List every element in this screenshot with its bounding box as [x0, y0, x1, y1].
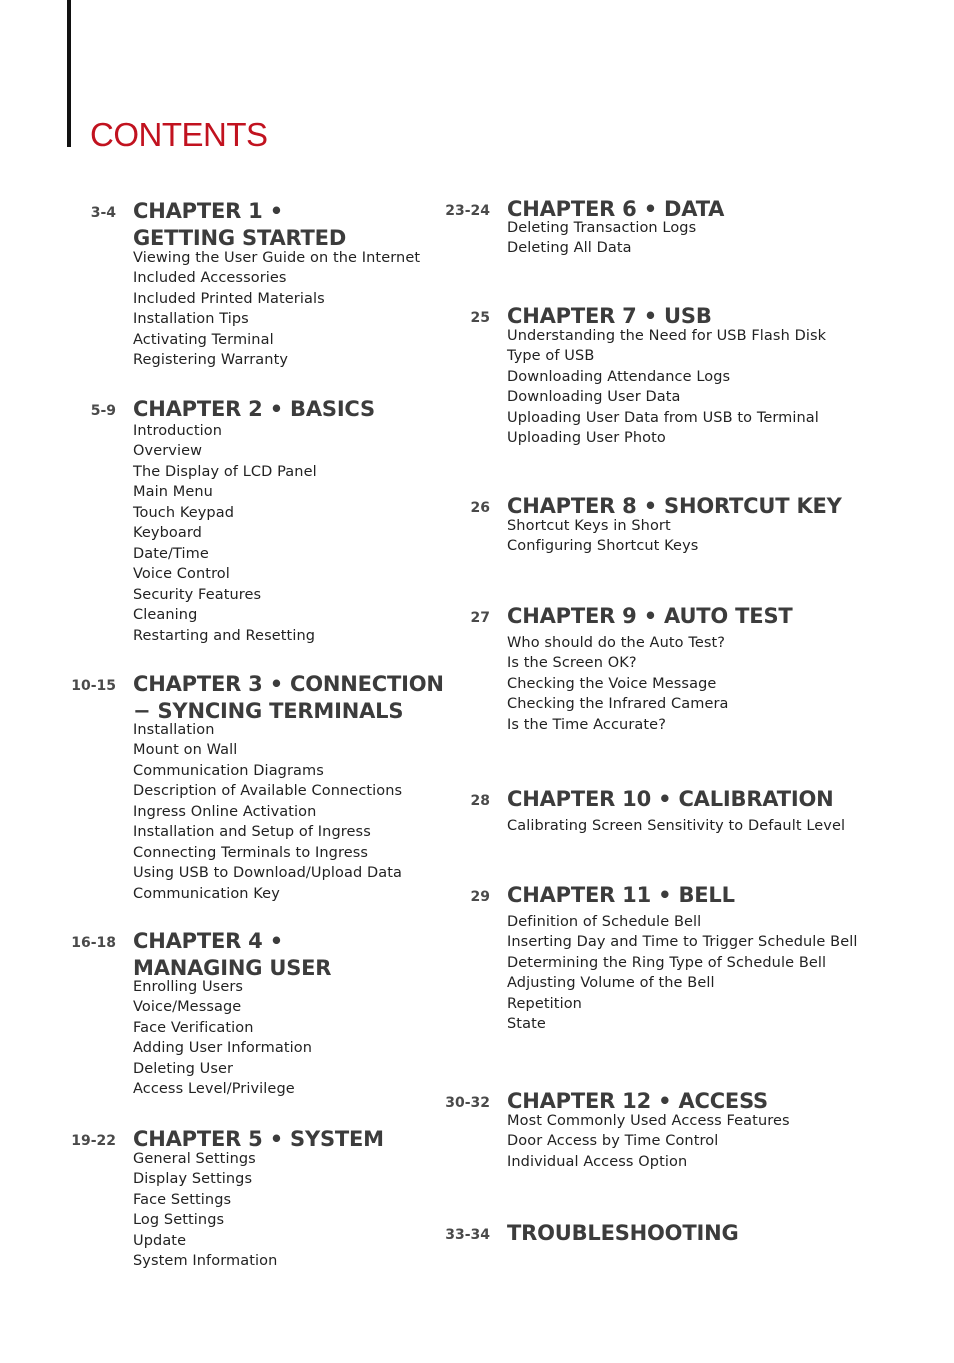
chapter-heading[interactable]: CHAPTER 3 • CONNECTION — [133, 672, 444, 696]
chapter-heading[interactable]: TROUBLESHOOTING — [507, 1221, 739, 1245]
toc-entry[interactable]: Door Access by Time Control — [507, 1133, 719, 1150]
toc-entry[interactable]: Adjusting Volume of the Bell — [507, 975, 715, 992]
chapter-page-range: 23-24 — [445, 203, 490, 219]
chapter-page-range: 26 — [470, 500, 490, 516]
toc-entry[interactable]: Deleting All Data — [507, 240, 632, 257]
toc-entry[interactable]: Repetition — [507, 995, 582, 1012]
toc-entry[interactable]: Viewing the User Guide on the Internet — [133, 250, 421, 266]
toc-entry[interactable]: Installation Tips — [133, 311, 249, 328]
toc-entry[interactable]: Face Settings — [133, 1191, 232, 1208]
toc-entry[interactable]: System Information — [133, 1253, 278, 1270]
chapter-heading[interactable]: CHAPTER 5 • SYSTEM — [133, 1127, 384, 1151]
toc-entry[interactable]: Touch Keypad — [133, 504, 235, 521]
toc-entry[interactable]: Downloading Attendance Logs — [507, 368, 731, 385]
chapter-heading[interactable]: − SYNCING TERMINALS — [133, 698, 404, 723]
toc-entry[interactable]: Voice Control — [133, 566, 230, 583]
chapter-page-range: 19-22 — [71, 1133, 116, 1149]
toc-entry[interactable]: Mount on Wall — [133, 742, 238, 759]
toc-entry[interactable]: Communication Diagrams — [133, 762, 324, 779]
toc-entry[interactable]: Log Settings — [133, 1212, 225, 1229]
toc-entry[interactable]: Determining the Ring Type of Schedule Bell — [507, 954, 827, 971]
toc-entry[interactable]: Connecting Terminals to Ingress — [133, 844, 369, 861]
toc-entry[interactable]: Uploading User Photo — [507, 430, 666, 447]
chapter-heading[interactable]: CHAPTER 1 • — [133, 199, 283, 223]
toc-entry[interactable]: Included Printed Materials — [133, 290, 325, 307]
chapter-heading[interactable]: CHAPTER 9 • AUTO TEST — [507, 604, 793, 628]
toc-entry[interactable]: Ingress Online Activation — [133, 803, 317, 820]
toc-entry[interactable]: Type of USB — [507, 348, 595, 365]
chapter-page-range: 27 — [470, 610, 490, 626]
toc-entry[interactable]: Activating Terminal — [133, 331, 274, 348]
chapter-heading[interactable]: CHAPTER 2 • BASICS — [133, 397, 375, 421]
toc-entry[interactable]: Included Accessories — [133, 270, 287, 287]
toc-entry[interactable]: Enrolling Users — [133, 979, 244, 995]
chapter-page-range: 28 — [470, 793, 490, 809]
toc-entry[interactable]: Date/Time — [133, 545, 209, 562]
toc-entry[interactable]: Downloading User Data — [507, 389, 681, 406]
toc-entry[interactable]: Introduction — [133, 423, 223, 439]
toc-entry[interactable]: State — [507, 1016, 546, 1033]
chapter-page-range: 16-18 — [71, 935, 116, 951]
toc-entry[interactable]: Keyboard — [133, 525, 202, 542]
chapter-heading[interactable]: MANAGING USER — [133, 955, 332, 980]
toc-entry[interactable]: Face Verification — [133, 1019, 254, 1036]
toc-entry[interactable]: Communication Key — [133, 885, 280, 902]
toc-entry[interactable]: Using USB to Download/Upload Data — [133, 865, 403, 882]
toc-entry[interactable]: Configuring Shortcut Keys — [507, 538, 699, 555]
chapter-page-range: 3-4 — [90, 205, 116, 221]
toc-entry[interactable]: Update — [133, 1232, 187, 1249]
toc-entry[interactable]: Inserting Day and Time to Trigger Schedule Bell — [507, 934, 858, 951]
toc-entry[interactable]: Individual Access Option — [507, 1153, 688, 1170]
toc-entry[interactable]: Is the Time Accurate? — [507, 716, 666, 733]
toc-entry[interactable]: Deleting Transaction Logs — [507, 220, 697, 236]
chapter-heading[interactable]: CHAPTER 10 • CALIBRATION — [507, 787, 834, 811]
toc-entry[interactable]: Deleting User — [133, 1060, 234, 1077]
toc-entry[interactable]: Uploading User Data from USB to Terminal — [507, 409, 819, 426]
toc-entry[interactable]: General Settings — [133, 1151, 256, 1167]
toc-entry[interactable]: Adding User Information — [133, 1040, 312, 1057]
page-title: CONTENTS — [90, 116, 268, 153]
toc-entry[interactable]: Installation and Setup of Ingress — [133, 824, 371, 841]
chapter-heading[interactable]: CHAPTER 11 • BELL — [507, 883, 735, 907]
toc-entry[interactable]: Definition of Schedule Bell — [507, 914, 702, 930]
chapter-page-range: 29 — [470, 889, 490, 905]
toc-entry[interactable]: Description of Available Connections — [133, 783, 403, 800]
chapter-page-range: 33-34 — [445, 1227, 490, 1243]
toc-entry[interactable]: Is the Screen OK? — [507, 655, 637, 672]
toc-entry[interactable]: Security Features — [133, 586, 262, 603]
chapter-heading[interactable]: CHAPTER 6 • DATA — [507, 197, 725, 221]
toc-entry[interactable]: Calibrating Screen Sensitivity to Default Level — [507, 818, 846, 834]
toc-entry[interactable]: Who should do the Auto Test? — [507, 635, 726, 651]
toc-entry[interactable]: Access Level/Privilege — [133, 1081, 295, 1098]
toc-entry[interactable]: Overview — [133, 443, 203, 460]
chapter-heading[interactable]: CHAPTER 4 • — [133, 929, 283, 953]
toc-entry[interactable]: Main Menu — [133, 484, 213, 501]
toc-entry[interactable]: Cleaning — [133, 607, 198, 624]
toc-entry[interactable]: Most Commonly Used Access Features — [507, 1113, 790, 1129]
chapter-heading[interactable]: CHAPTER 8 • SHORTCUT KEY — [507, 494, 842, 518]
toc-entry[interactable]: Checking the Voice Message — [507, 675, 717, 692]
toc-entry[interactable]: Understanding the Need for USB Flash Disk — [507, 328, 827, 344]
toc-entry[interactable]: Shortcut Keys in Short — [507, 518, 671, 534]
header-rule — [67, 0, 71, 147]
toc-entry[interactable]: Restarting and Resetting — [133, 627, 316, 644]
toc-entry[interactable]: Voice/Message — [133, 999, 242, 1016]
toc-entry[interactable]: Display Settings — [133, 1171, 253, 1188]
toc-entry[interactable]: The Display of LCD Panel — [133, 463, 317, 480]
chapter-page-range: 10-15 — [71, 678, 116, 694]
chapter-heading[interactable]: CHAPTER 7 • USB — [507, 304, 712, 328]
chapter-heading[interactable]: CHAPTER 12 • ACCESS — [507, 1089, 768, 1113]
toc-entry[interactable]: Registering Warranty — [133, 352, 289, 369]
toc-entry[interactable]: Installation — [133, 722, 215, 738]
chapter-page-range: 30-32 — [445, 1095, 490, 1111]
chapter-page-range: 5-9 — [90, 403, 116, 419]
chapter-heading[interactable]: GETTING STARTED — [133, 225, 347, 250]
chapter-page-range: 25 — [470, 310, 490, 326]
toc-entry[interactable]: Checking the Infrared Camera — [507, 696, 729, 713]
